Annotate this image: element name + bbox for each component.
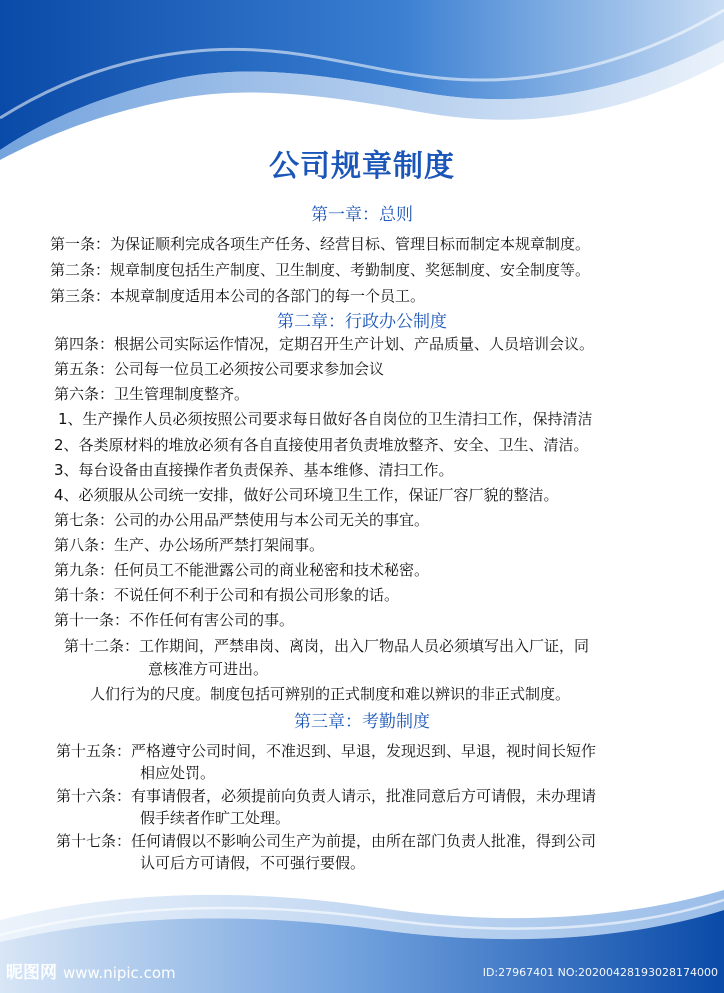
article-line: 1、生产操作人员必须按照公司要求每日做好各自岗位的卫生清扫工作，保持清洁 <box>58 410 593 428</box>
article-line: 第九条：任何员工不能泄露公司的商业秘密和技术秘密。 <box>54 561 430 579</box>
watermark-brand <box>6 961 176 985</box>
article-line: 4、必须服从公司统一安排，做好公司环境卫生工作，保证厂容厂貌的整洁。 <box>54 486 559 504</box>
article-line: 第七条：公司的办公用品严禁使用与本公司无关的事宜。 <box>54 511 430 529</box>
article-line-continued: 认可后方可请假，不可强行要假。 <box>140 854 366 872</box>
article-line: 第十二条：工作期间，严禁串岗、离岗，出入厂物品人员必须填写出入厂证，同 <box>64 637 590 655</box>
article-line: 第十条：不说任何不利于公司和有损公司形象的话。 <box>54 586 400 604</box>
article-line: 第十七条：任何请假以不影响公司生产为前提，由所在部门负责人批准，得到公司 <box>56 832 597 850</box>
article-line: 第六条：卫生管理制度整齐。 <box>54 385 250 403</box>
article-line: 第八条：生产、办公场所严禁打架闹事。 <box>54 536 325 554</box>
chapter-2-heading: 第二章：行政办公制度 <box>277 312 447 332</box>
article-line: 第十五条：严格遵守公司时间，不准迟到、早退，发现迟到、早退，视时间长短作 <box>56 742 597 760</box>
article-line: 第十六条：有事请假者，必须提前向负责人请示，批准同意后方可请假，未办理请 <box>56 787 597 805</box>
page-title: 公司规章制度 <box>269 149 455 184</box>
article-line: 第五条：公司每一位员工必须按公司要求参加会议 <box>54 360 385 378</box>
note-line: 人们行为的尺度。制度包括可辨别的正式制度和难以辨识的非正式制度。 <box>90 685 571 703</box>
article-line-continued: 假手续者作旷工处理。 <box>140 809 291 827</box>
watermark-brand-name: 昵图网 <box>6 963 57 983</box>
article-line: 第四条：根据公司实际运作情况，定期召开生产计划、产品质量、人员培训会议。 <box>54 335 595 353</box>
article-line: 3、每台设备由直接操作者负责保养、基本维修、清扫工作。 <box>54 461 454 479</box>
article-line-continued: 意核准方可进出。 <box>148 660 269 678</box>
chapter-1-heading: 第一章：总则 <box>311 205 413 225</box>
article-line: 第一条：为保证顺利完成各项生产任务、经营目标、管理目标而制定本规章制度。 <box>50 235 591 253</box>
watermark-url: www.nipic.com <box>63 964 176 982</box>
article-line: 第二条：规章制度包括生产制度、卫生制度、考勤制度、奖惩制度、安全制度等。 <box>50 261 591 279</box>
article-line: 第十一条：不作任何有害公司的事。 <box>54 611 295 629</box>
watermark-id: ID:27967401 NO:20200428193028174000 <box>482 966 718 979</box>
article-line-continued: 相应处罚。 <box>140 764 216 782</box>
article-line: 2、各类原材料的堆放必须有各自直接使用者负责堆放整齐、安全、卫生、清洁。 <box>54 436 589 454</box>
top-wave-decoration <box>0 0 724 160</box>
chapter-3-heading: 第三章：考勤制度 <box>294 712 430 732</box>
article-line: 第三条：本规章制度适用本公司的各部门的每一个员工。 <box>50 287 426 305</box>
